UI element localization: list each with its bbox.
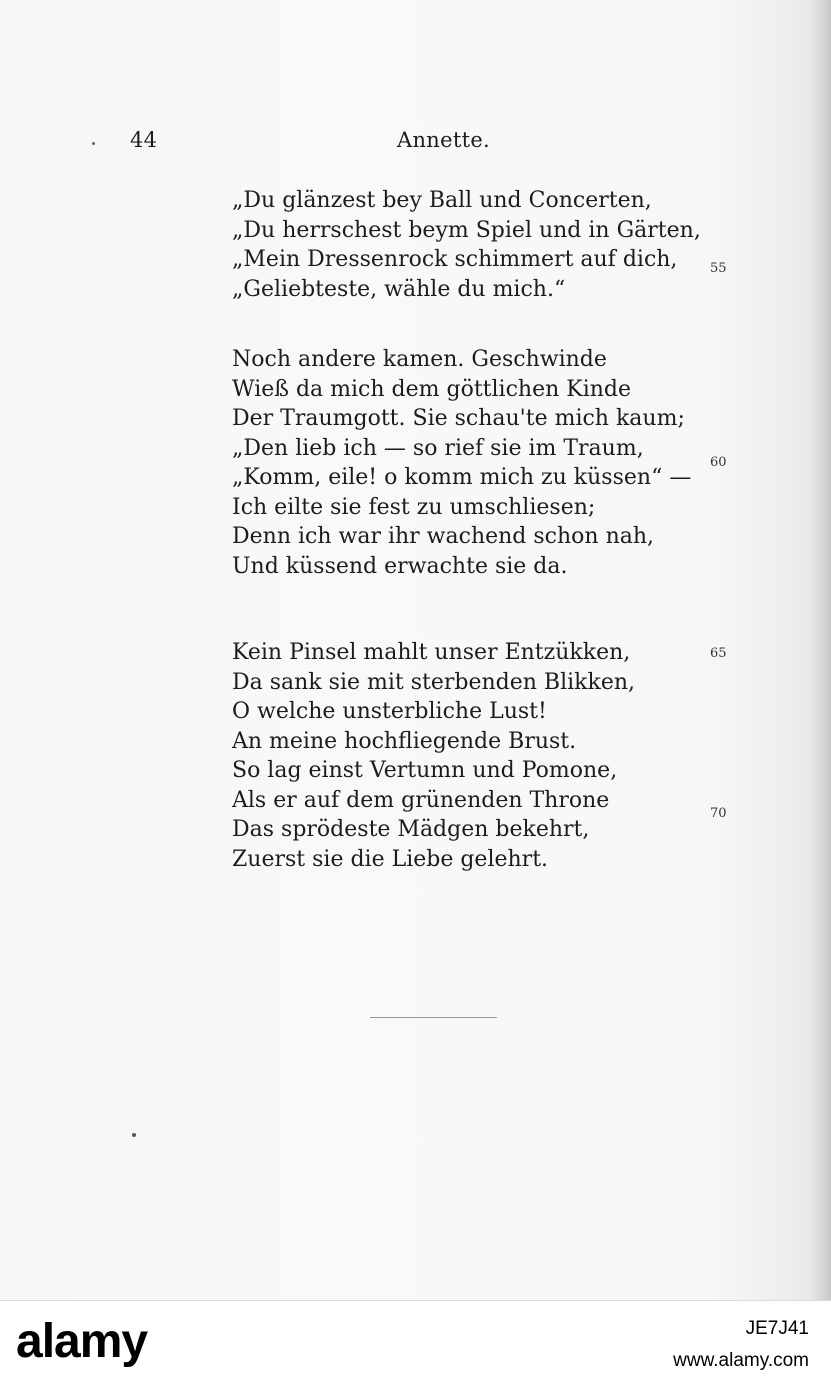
stanza-1 — [232, 186, 701, 304]
line-number: 65 — [710, 646, 727, 661]
running-title: Annette. — [397, 128, 491, 152]
verse-line: Zuerst sie die Liebe gelehrt. — [232, 846, 549, 872]
verse-line: „Geliebteste, wähle du mich.“ — [232, 276, 566, 302]
stanza-3 — [232, 638, 635, 874]
verse-line: O welche unsterbliche Lust! — [232, 699, 547, 724]
footer-rule — [0, 1300, 831, 1301]
verse-line: „Du glänzest bey Ball und Concerten, — [232, 188, 652, 213]
stock-image-id: JE7J41 — [745, 1318, 809, 1339]
paper-speck — [132, 1133, 136, 1137]
verse-line: „Mein Dressenrock schimmert auf dich, — [232, 247, 678, 272]
verse-line: Der Traumgott. Sie schau'te mich kaum; — [232, 406, 685, 431]
print-mark — [92, 142, 95, 145]
verse-line: So lag einst Vertumn und Pomone, — [232, 758, 618, 783]
verse-line: Da sank sie mit sterbenden Blikken, — [232, 669, 636, 695]
site-url: www.alamy.com — [673, 1350, 809, 1371]
verse-line: Wieß da mich dem göttlichen Kinde — [232, 376, 631, 402]
watermark-footer — [0, 1300, 831, 1390]
line-number: 70 — [710, 806, 727, 821]
verse-line: Noch andere kamen. Geschwinde — [232, 347, 607, 372]
verse-line: Das sprödeste Mädgen bekehrt, — [232, 817, 590, 842]
line-number: 55 — [710, 261, 727, 276]
verse-line: Denn ich war ihr wachend schon nah, — [232, 524, 655, 549]
verse-line: Ich eilte sie fest zu umschliesen; — [232, 494, 596, 520]
section-divider — [370, 1017, 497, 1018]
verse-line: Und küssend erwachte sie da. — [232, 553, 568, 579]
verse-line: „Du herrschest beym Spiel und in Gärten, — [232, 217, 701, 243]
verse-line: „Den lieb ich — so rief sie im Traum, — [232, 435, 644, 461]
verse-line: Kein Pinsel mahlt unser Entzükken, — [232, 640, 631, 665]
page-edge-shadow — [809, 0, 831, 1300]
verse-line: Als er auf dem grünenden Throne — [232, 787, 610, 813]
alamy-logo: alamy — [16, 1315, 148, 1368]
stanza-2 — [232, 345, 691, 581]
verse-line: An meine hochfliegende Brust. — [232, 728, 577, 754]
line-number: 60 — [710, 455, 727, 470]
page-number: 44 — [130, 128, 158, 152]
verse-line: „Komm, eile! o komm mich zu küssen“ — — [232, 465, 692, 490]
